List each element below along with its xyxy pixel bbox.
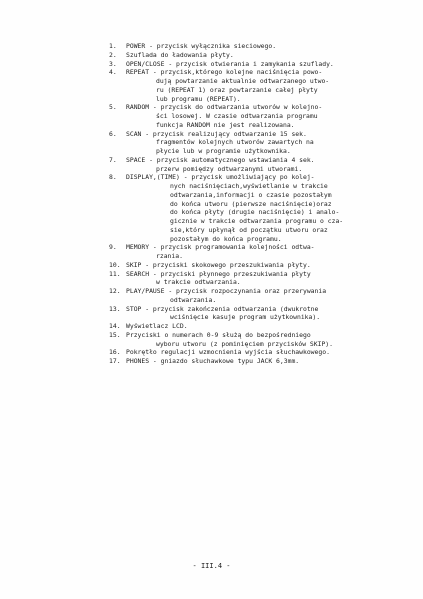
- item-text: SPACE - przycisk automatycznego wstawiania 4 sek.: [126, 155, 315, 164]
- item-number: 4.: [109, 68, 117, 77]
- item-number: 7.: [109, 155, 117, 164]
- list-item: [109, 322, 409, 331]
- item-number: 11.: [109, 269, 121, 278]
- item-number: 12.: [109, 287, 121, 295]
- item-text-continued: sie,który upłynął od początku utworu oraz: [170, 225, 328, 234]
- item-number: 9.: [109, 243, 117, 252]
- item-text-continued: lub programu (REPEAT).: [156, 94, 241, 103]
- item-text: SCAN - przycisk realizujący odtwarzanie 15 sek.: [126, 129, 307, 138]
- item-number: 13.: [109, 304, 121, 313]
- list-item: [109, 68, 409, 103]
- item-number: 15.: [109, 330, 121, 339]
- item-text-continued: przerw pomiędzy odtwarzanymi utworami.: [156, 164, 303, 173]
- item-text: POWER - przycisk wyłącznika sieciowego.: [126, 42, 277, 50]
- item-text-continued: funkcja RANDOM nie jest realizowana.: [156, 120, 295, 129]
- item-text: PLAY/PAUSE - przycisk rozpoczynania oraz przerywania: [126, 287, 327, 295]
- item-number: 1.: [109, 42, 117, 50]
- item-text-continued: gicznie w trakcie odtwarzania programu o cza-: [170, 217, 344, 225]
- item-number: 2.: [109, 50, 117, 59]
- item-number: 17.: [109, 357, 121, 365]
- list-item: [109, 103, 409, 129]
- list-item: [109, 261, 409, 270]
- item-text-continued: nych naciśnięciach,wyświetlanie w trakcie: [170, 182, 328, 190]
- item-text-continued: płycie lub w programie użytkownika.: [156, 147, 291, 155]
- item-text-continued: w trakcie odtwarzania.: [156, 278, 241, 287]
- list-item: [109, 42, 409, 51]
- item-text: SEARCH - przyciski płynnego przeszukiwania płyty: [126, 269, 311, 278]
- item-text-continued: ru (REPEAT 1) oraz powtarzanie całej płyty: [156, 85, 318, 94]
- list-item: [109, 156, 409, 174]
- item-text: DISPLAY,(TIME) - przycisk umożliwiający po kolej-: [126, 173, 315, 182]
- item-text: MEMORY - przycisk programowania kolejności odtwa-: [126, 243, 315, 252]
- list-item: [109, 60, 409, 69]
- list-item: [109, 287, 409, 305]
- item-text-continued: odtwarzania.: [170, 295, 217, 304]
- item-text-continued: fragmentów kolejnych utworów zawartych na: [156, 138, 314, 147]
- item-text-continued: wyboru utworu (z pominięciem przycisków SKIP).: [156, 339, 333, 348]
- list-item: [109, 331, 409, 349]
- item-number: 3.: [109, 59, 117, 68]
- list-item: [109, 51, 409, 60]
- item-text: Szuflada do ładowania płyty.: [126, 50, 234, 59]
- item-text-continued: dują powtarzanie aktualnie odtwarzanego utwo-: [156, 77, 330, 85]
- item-text: OPEN/CLOSE - przycisk otwierania i zamykania szuflady.: [126, 59, 334, 68]
- list-item: [109, 305, 409, 323]
- item-text: RANDOM - przycisk do odtwarzania utworów w kolejno-: [126, 103, 323, 112]
- list-item: [109, 357, 409, 366]
- item-text: SKIP - przyciski skokowego przeszukiwania płyty.: [126, 260, 311, 269]
- item-number: 5.: [109, 103, 117, 112]
- item-text-continued: wciśnięcie kasuje program użytkownika).: [170, 313, 321, 322]
- item-text-continued: ści losowej. W czasie odtwarzania programu: [156, 112, 318, 120]
- list-item: [109, 173, 409, 243]
- item-text: Przyciski o numerach 0-9 służą do bezpośredniego: [126, 330, 311, 339]
- item-text: Pokrętło regulacji wzmocnienia wyjścia słuchawkowego.: [126, 348, 330, 357]
- item-number: 14.: [109, 322, 121, 330]
- item-text-continued: rzania.: [156, 252, 183, 260]
- item-text-continued: do końca utworu (pierwsze naciśnięcie)oraz: [170, 199, 332, 208]
- item-text-continued: pozostałym do końca programu.: [170, 234, 282, 243]
- item-text: Wyświetlacz LCD.: [126, 322, 188, 330]
- item-number: 8.: [109, 173, 117, 182]
- controls-list: [109, 42, 409, 366]
- page-number: - III.4 -: [192, 562, 231, 570]
- list-item: [109, 270, 409, 288]
- item-number: 6.: [109, 129, 117, 138]
- list-item: [109, 348, 409, 357]
- item-text-continued: do końca płyty (drugie naciśnięcie) i analo-: [170, 208, 340, 217]
- item-text-continued: odtwarzania,informacji o czasie pozostałym: [170, 190, 332, 199]
- item-text: STOP - przycisk zakończenia odtwarzania (dwukrotne: [126, 304, 319, 313]
- list-item: [109, 243, 409, 261]
- item-text: PHONES - gniazdo słuchawkowe typu JACK 6,3mm.: [126, 357, 300, 365]
- item-number: 16.: [109, 348, 121, 357]
- item-text: REPEAT - przycisk,którego kolejne naciśnięcia powo-: [126, 68, 323, 77]
- item-number: 10.: [109, 260, 121, 269]
- list-item: [109, 130, 409, 156]
